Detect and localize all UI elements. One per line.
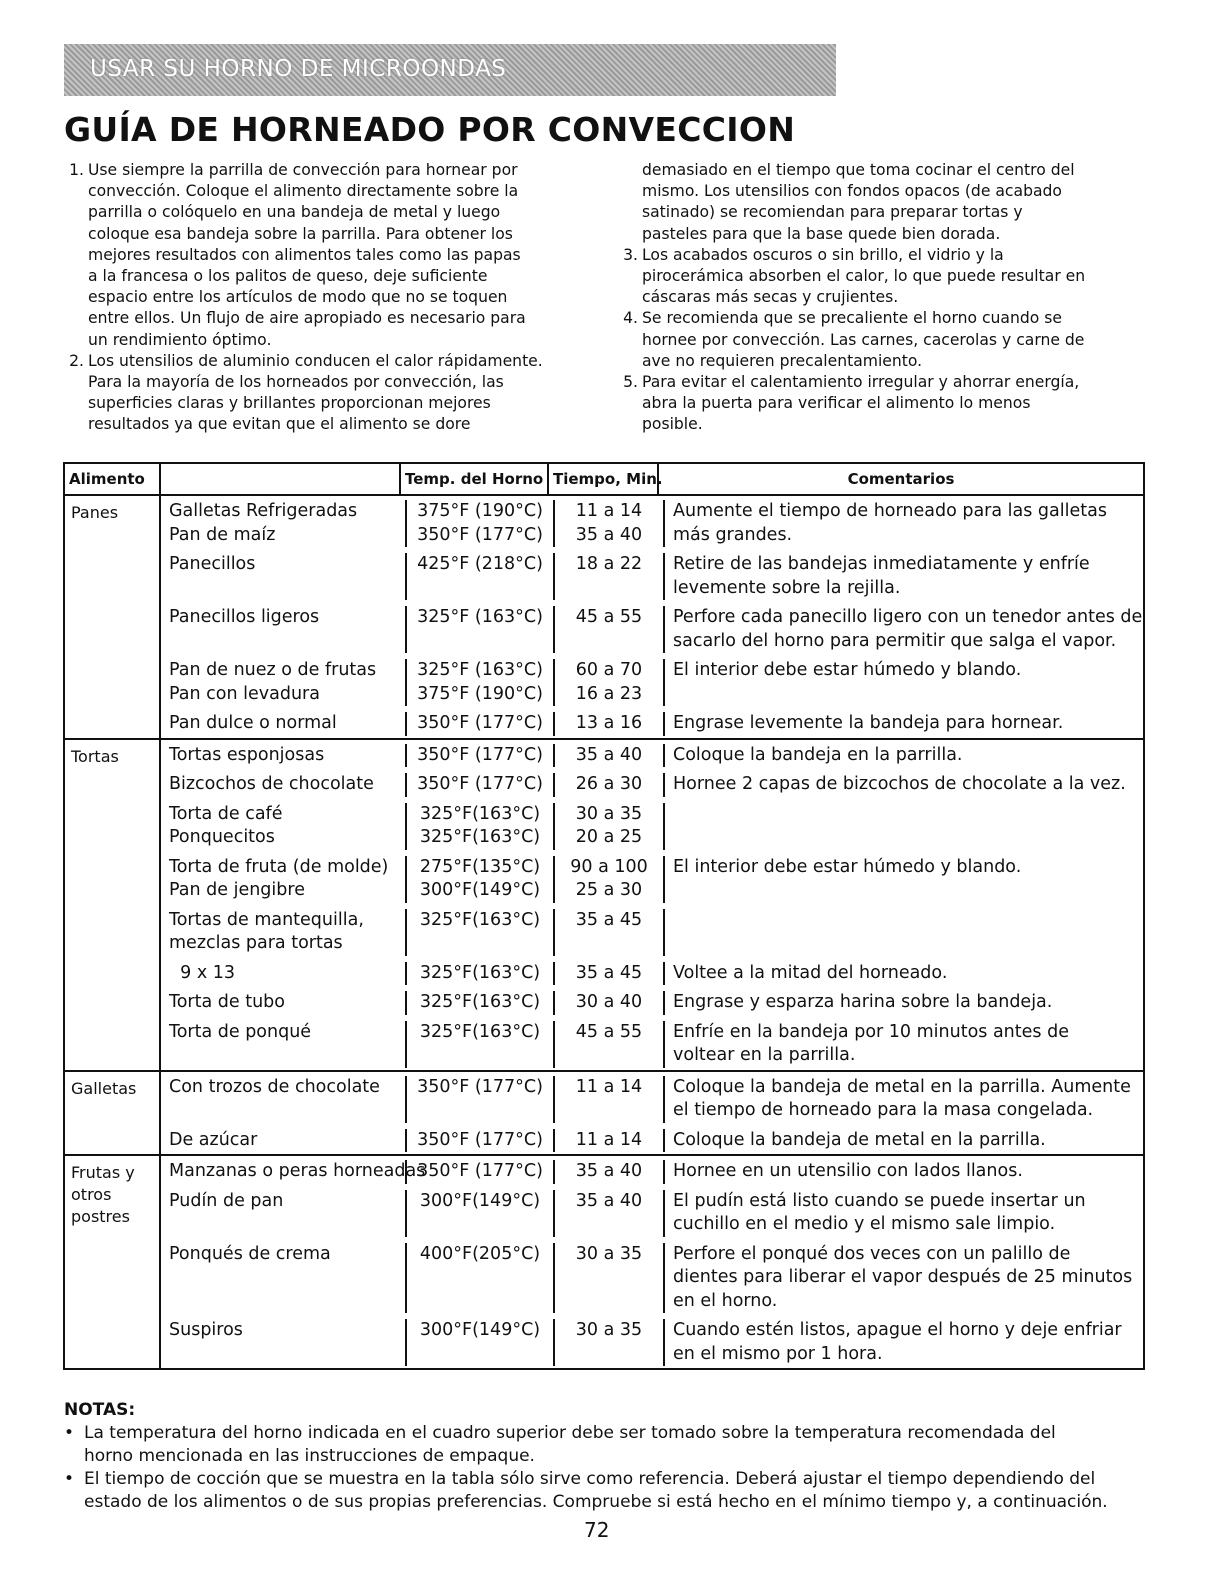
table-row xyxy=(161,1186,1143,1239)
category-cell: Galletas xyxy=(64,1071,160,1156)
food-name: De azúcar xyxy=(169,1129,258,1150)
food-cell xyxy=(161,773,407,797)
temp-value: 350°F (177°C) xyxy=(417,774,543,794)
time-cell xyxy=(555,803,665,850)
time-cell xyxy=(555,1160,665,1184)
food-name: Pudín de pan xyxy=(169,1190,284,1211)
baking-guide-table-wrapper xyxy=(63,462,1145,1392)
time-value: 20 a 25 xyxy=(575,827,643,847)
comment-line: Aumente el tiempo de horneado para las galletas xyxy=(673,501,1107,521)
food-name: Con trozos de chocolate xyxy=(169,1076,380,1097)
time-value: 11 a 14 xyxy=(575,501,643,521)
food-name: Torta de fruta (de molde) xyxy=(169,856,389,877)
comment-cell xyxy=(665,856,1143,903)
table-row xyxy=(161,1017,1143,1070)
comment-line: más grandes. xyxy=(673,524,793,545)
food-name: Pan con levadura xyxy=(169,683,320,704)
temp-cell xyxy=(407,991,555,1015)
temp-value: 350°F (177°C) xyxy=(417,1129,543,1150)
time-cell xyxy=(555,1243,665,1314)
temp-value: 325°F(163°C) xyxy=(419,803,541,824)
comment-cell xyxy=(665,1021,1143,1068)
bullet-icon: • xyxy=(64,1423,75,1443)
notes-list xyxy=(64,1422,1154,1514)
comment-cell xyxy=(665,1160,1143,1184)
note-text xyxy=(84,1422,1154,1468)
food-cell xyxy=(161,1160,426,1184)
intro-list-item xyxy=(618,245,1158,309)
comment-cell xyxy=(665,659,1143,706)
comment-line: Coloque la bandeja en la parrilla. xyxy=(673,744,963,765)
food-cell xyxy=(161,1243,407,1314)
table-row xyxy=(161,799,1143,852)
temp-value: 325°F(163°C) xyxy=(419,992,541,1012)
temp-value: 275°F(135°C) xyxy=(419,856,541,877)
food-cell xyxy=(161,1076,407,1123)
intro-line: Use siempre la parrilla de convección para hornear por xyxy=(88,161,518,179)
intro-line: espacio entre los artículos de modo que no se toquen xyxy=(88,288,508,307)
time-cell xyxy=(555,773,665,797)
temp-value: 325°F(163°C) xyxy=(419,909,541,930)
comment-cell xyxy=(665,773,1143,797)
temp-cell xyxy=(407,712,555,736)
category-cell: Frutas y otros postres xyxy=(64,1155,160,1369)
comment-line: El interior debe estar húmedo y blando. xyxy=(673,660,1022,680)
time-value: 18 a 22 xyxy=(575,554,643,574)
intro-line: superficies claras y brillantes proporcionan mejores xyxy=(88,394,491,413)
food-name: Pan de jengibre xyxy=(169,880,305,900)
time-cell xyxy=(555,606,665,653)
temp-cell xyxy=(407,773,555,797)
food-name: mezclas para tortas xyxy=(169,933,343,953)
time-cell xyxy=(555,1190,665,1237)
temp-value: 350°F (177°C) xyxy=(417,744,543,765)
note-line: estado de los alimentos o de sus propias preferencias. Compruebe si está hecho en el mínimo tiempo y, a continuación. xyxy=(84,1492,1108,1512)
intro-item-number xyxy=(618,160,642,245)
intro-line: a la francesa o los palitos de queso, deje suficiente xyxy=(88,267,488,286)
time-value: 35 a 40 xyxy=(575,1190,643,1211)
comment-line: Hornee 2 capas de bizcochos de chocolate a la vez. xyxy=(673,774,1126,794)
food-cell xyxy=(161,744,407,768)
temp-cell xyxy=(407,659,555,706)
table-group-row xyxy=(64,495,1144,739)
time-value: 60 a 70 xyxy=(575,660,643,680)
intro-line: mejores resultados con alimentos tales como las papas xyxy=(88,245,521,264)
section-banner-text: USAR SU HORNO DE MICROONDAS xyxy=(90,56,507,82)
time-cell xyxy=(555,962,665,986)
intro-line: Los acabados oscuros o sin brillo, el vidrio y la xyxy=(642,245,1004,264)
table-row xyxy=(161,958,1143,988)
intro-line: Los utensilios de aluminio conducen el calor rápidamente. xyxy=(88,351,543,370)
header-alimento: Alimento xyxy=(64,463,160,495)
table-row xyxy=(161,1072,1143,1125)
comment-cell xyxy=(665,744,1143,768)
time-value: 35 a 45 xyxy=(575,962,643,983)
page-heading: GUÍA DE HORNEADO POR CONVECCION xyxy=(64,110,796,149)
temp-value: 300°F(149°C) xyxy=(419,1190,541,1211)
intro-item-number: 4. xyxy=(623,309,638,328)
group-rows-cell xyxy=(160,1155,1144,1369)
intro-line: Se recomienda que se precaliente el horno cuando se xyxy=(642,309,1062,328)
time-cell xyxy=(555,712,665,736)
intro-line: pasteles para que la base quede bien dorada. xyxy=(642,224,1001,243)
temp-value: 350°F (177°C) xyxy=(417,1161,543,1181)
comment-cell xyxy=(665,712,1143,736)
page-number: 72 xyxy=(584,1518,610,1542)
table-row xyxy=(161,1156,1143,1186)
time-cell xyxy=(555,1129,665,1153)
temp-value: 325°F(163°C) xyxy=(419,827,541,847)
temp-cell xyxy=(407,1160,555,1184)
food-cell xyxy=(161,659,407,706)
temp-cell xyxy=(407,1319,555,1366)
intro-item-text xyxy=(642,160,1158,245)
comment-line: voltear en la parrilla. xyxy=(673,1045,856,1065)
header-temp: Temp. del Horno xyxy=(400,463,548,495)
bullet-icon: • xyxy=(64,1469,75,1489)
intro-left-column xyxy=(64,160,616,436)
comment-line: el tiempo de horneado para la masa congelada. xyxy=(673,1100,1094,1120)
intro-line: ave no requieren precalentamiento. xyxy=(642,351,923,370)
comment-cell xyxy=(665,606,1143,653)
temp-value: 325°F (163°C) xyxy=(417,607,543,627)
table-row xyxy=(161,1125,1143,1155)
comment-line: Hornee en un utensilio con lados llanos. xyxy=(673,1161,1023,1181)
intro-line: pirocerámica absorben el calor, lo que puede resultar en xyxy=(642,267,1086,286)
time-value: 35 a 40 xyxy=(575,744,643,765)
intro-list-item xyxy=(618,160,1158,245)
comment-line: Coloque la bandeja de metal en la parrilla. xyxy=(673,1129,1046,1150)
table-row xyxy=(161,987,1143,1017)
temp-value: 325°F(163°C) xyxy=(419,962,541,983)
time-cell xyxy=(555,659,665,706)
temp-cell xyxy=(407,803,555,850)
time-cell xyxy=(555,1076,665,1123)
intro-line: posible. xyxy=(642,415,703,434)
group-rows-cell xyxy=(160,1071,1144,1156)
food-cell xyxy=(161,1319,407,1366)
table-group-row xyxy=(64,739,1144,1071)
food-name: Pan de nuez o de frutas xyxy=(169,660,377,680)
note-line: horno mencionada en las instrucciones de empaque. xyxy=(84,1446,535,1466)
notes-title: NOTAS: xyxy=(64,1400,136,1420)
comment-line: Engrase levemente la bandeja para hornear. xyxy=(673,713,1064,733)
food-cell xyxy=(161,712,407,736)
note-item xyxy=(64,1468,1154,1514)
food-name: Tortas esponjosas xyxy=(169,744,325,765)
food-cell xyxy=(161,856,407,903)
note-line: El tiempo de cocción que se muestra en la tabla sólo sirve como referencia. Deberá ajustar el tiempo dependiendo del xyxy=(84,1469,1096,1489)
temp-value: 325°F(163°C) xyxy=(419,1021,541,1042)
intro-item-text xyxy=(642,308,1158,372)
table-row xyxy=(161,708,1143,738)
food-name: 9 x 13 xyxy=(169,962,236,983)
time-cell xyxy=(555,856,665,903)
table-row xyxy=(161,1239,1143,1316)
table-group-row xyxy=(64,1155,1144,1369)
table-row xyxy=(161,769,1143,799)
intro-line: Para evitar el calentamiento irregular y ahorrar energía, xyxy=(642,373,1080,392)
time-cell xyxy=(555,553,665,600)
comment-line: El pudín está listo cuando se puede insertar un xyxy=(673,1190,1086,1211)
time-value: 25 a 30 xyxy=(575,880,643,900)
intro-line: resultados ya que evitan que el alimento se dore xyxy=(88,415,471,434)
temp-cell xyxy=(407,1243,555,1314)
table-row xyxy=(161,905,1143,958)
time-cell xyxy=(555,744,665,768)
intro-line: convección. Coloque el alimento directamente sobre la xyxy=(88,182,519,201)
comment-line: Coloque la bandeja de metal en la parrilla. Aumente xyxy=(673,1076,1131,1097)
table-body xyxy=(64,495,1144,1369)
intro-line: abra la puerta para verificar el alimento lo menos xyxy=(642,394,1031,413)
intro-item-text xyxy=(642,245,1158,309)
intro-list-item xyxy=(618,372,1158,436)
intro-line: un rendimiento óptimo. xyxy=(88,330,272,349)
time-value: 35 a 40 xyxy=(575,1161,643,1181)
comment-cell xyxy=(665,553,1143,600)
intro-line: coloque esa bandeja sobre la parrilla. Para obtener los xyxy=(88,224,513,243)
comment-line: Voltee a la mitad del horneado. xyxy=(673,962,948,983)
group-rows-cell xyxy=(160,495,1144,739)
food-cell xyxy=(161,962,407,986)
intro-item-number: 1. xyxy=(69,161,84,179)
time-value: 35 a 45 xyxy=(575,909,643,930)
comment-cell xyxy=(665,909,1143,956)
time-value: 30 a 35 xyxy=(575,1243,643,1264)
food-name: Manzanas o peras horneadas xyxy=(169,1161,426,1181)
comment-cell xyxy=(665,962,1143,986)
table-header-row xyxy=(64,463,1144,495)
intro-line: parrilla o colóquelo en una bandeja de metal y luego xyxy=(88,203,501,222)
food-cell xyxy=(161,803,407,850)
temp-cell xyxy=(407,856,555,903)
table-row xyxy=(161,740,1143,770)
temp-cell xyxy=(407,909,555,956)
food-cell xyxy=(161,1129,407,1153)
comment-line: cuchillo en el medio y el mismo sale limpio. xyxy=(673,1214,1056,1234)
food-name: Tortas de mantequilla, xyxy=(169,909,364,930)
temp-value: 350°F (177°C) xyxy=(417,524,543,545)
food-name: Ponqués de crema xyxy=(169,1243,331,1264)
food-cell xyxy=(161,1021,407,1068)
intro-list-item xyxy=(64,160,616,351)
table-row xyxy=(161,549,1143,602)
comment-cell xyxy=(665,1319,1143,1366)
time-cell xyxy=(555,500,665,547)
food-name: Panecillos ligeros xyxy=(169,607,320,627)
temp-value: 350°F (177°C) xyxy=(417,713,543,733)
temp-cell xyxy=(407,744,555,768)
temp-value: 300°F(149°C) xyxy=(419,880,541,900)
table-row xyxy=(161,655,1143,708)
time-value: 11 a 14 xyxy=(575,1076,643,1097)
group-rows-cell xyxy=(160,739,1144,1071)
intro-line: entre ellos. Un flujo de aire apropiado es necesario para xyxy=(88,309,526,328)
category-cell: Tortas xyxy=(64,739,160,1071)
intro-item-number: 3. xyxy=(623,245,638,264)
intro-line: cáscaras más secas y crujientes. xyxy=(642,288,899,307)
intro-item-text xyxy=(88,351,616,436)
intro-list-item xyxy=(618,308,1158,372)
temp-cell xyxy=(407,606,555,653)
header-tiempo: Tiempo, Min. xyxy=(548,463,658,495)
food-name: Pan dulce o normal xyxy=(169,713,337,733)
note-line: La temperatura del horno indicada en el cuadro superior debe ser tomado sobre la temperatura recomendada del xyxy=(84,1423,1056,1443)
food-name: Bizcochos de chocolate xyxy=(169,774,374,794)
comment-line: Cuando estén listos, apague el horno y deje enfriar xyxy=(673,1320,1122,1340)
note-item xyxy=(64,1422,1154,1468)
table-row xyxy=(161,1315,1143,1368)
food-name: Suspiros xyxy=(169,1320,243,1340)
temp-value: 375°F (190°C) xyxy=(417,683,543,704)
comment-line: El interior debe estar húmedo y blando. xyxy=(673,856,1022,877)
temp-value: 300°F(149°C) xyxy=(419,1320,541,1340)
intro-item-number: 5. xyxy=(623,373,638,392)
comment-line: Perfore el ponqué dos veces con un palillo de xyxy=(673,1243,1071,1264)
comment-cell xyxy=(665,803,1143,850)
temp-cell xyxy=(407,962,555,986)
time-cell xyxy=(555,1021,665,1068)
time-value: 90 a 100 xyxy=(570,856,648,877)
time-cell xyxy=(555,1319,665,1366)
time-value: 30 a 40 xyxy=(575,992,643,1012)
comment-line: en el horno. xyxy=(673,1290,778,1311)
temp-cell xyxy=(407,1129,555,1153)
time-value: 35 a 40 xyxy=(575,524,643,545)
food-cell xyxy=(161,553,407,600)
food-cell xyxy=(161,909,407,956)
time-value: 13 a 16 xyxy=(575,713,643,733)
food-cell xyxy=(161,1190,407,1237)
time-cell xyxy=(555,909,665,956)
table-row xyxy=(161,602,1143,655)
food-name: Torta de tubo xyxy=(169,992,285,1012)
food-name: Panecillos xyxy=(169,554,256,574)
intro-line: hornee por convección. Las carnes, cacerolas y carne de xyxy=(642,330,1085,349)
comment-line: Perfore cada panecillo ligero con un tenedor antes de xyxy=(673,607,1143,627)
intro-line: demasiado en el tiempo que toma cocinar el centro del xyxy=(642,161,1075,179)
comment-cell xyxy=(665,500,1143,547)
header-comentarios: Comentarios xyxy=(658,463,1144,495)
table-row xyxy=(161,496,1143,549)
food-name: Torta de ponqué xyxy=(169,1021,312,1042)
comment-cell xyxy=(665,1076,1143,1123)
temp-value: 375°F (190°C) xyxy=(417,501,543,521)
temp-cell xyxy=(407,1190,555,1237)
note-text xyxy=(84,1468,1154,1514)
intro-item-text xyxy=(88,160,616,351)
time-value: 30 a 35 xyxy=(575,803,643,824)
intro-line: mismo. Los utensilios con fondos opacos (de acabado xyxy=(642,182,1062,201)
intro-list-item xyxy=(64,351,616,436)
baking-guide-table xyxy=(63,462,1145,1370)
time-value: 45 a 55 xyxy=(575,607,643,627)
comment-line: Enfríe en la bandeja por 10 minutos antes de xyxy=(673,1021,1069,1042)
comment-line: levemente sobre la rejilla. xyxy=(673,577,901,598)
comment-line: en el mismo por 1 hora. xyxy=(673,1343,883,1364)
intro-item-number: 2. xyxy=(69,351,84,370)
food-name: Ponquecitos xyxy=(169,827,275,847)
temp-cell xyxy=(407,1021,555,1068)
food-cell xyxy=(161,606,407,653)
category-cell: Panes xyxy=(64,495,160,739)
section-banner xyxy=(64,44,836,96)
food-name: Galletas Refrigeradas xyxy=(169,501,358,521)
time-value: 45 a 55 xyxy=(575,1021,643,1042)
comment-cell xyxy=(665,1243,1143,1314)
intro-right-column xyxy=(618,160,1158,436)
temp-value: 350°F (177°C) xyxy=(417,1076,543,1097)
temp-value: 400°F(205°C) xyxy=(419,1243,541,1264)
comment-cell xyxy=(665,1129,1143,1153)
comment-cell xyxy=(665,991,1143,1015)
temp-cell xyxy=(407,553,555,600)
food-name: Torta de café xyxy=(169,803,283,824)
comment-line: Engrase y esparza harina sobre la bandeja. xyxy=(673,992,1053,1012)
time-value: 11 a 14 xyxy=(575,1129,643,1150)
comment-line: dientes para liberar el vapor después de 25 minutos xyxy=(673,1267,1133,1287)
time-cell xyxy=(555,991,665,1015)
header-blank xyxy=(160,463,400,495)
comment-cell xyxy=(665,1190,1143,1237)
temp-value: 325°F (163°C) xyxy=(417,660,543,680)
food-cell xyxy=(161,500,407,547)
time-value: 26 a 30 xyxy=(575,774,643,794)
time-value: 30 a 35 xyxy=(575,1320,643,1340)
intro-line: Para la mayoría de los horneados por convección, las xyxy=(88,373,504,392)
food-cell xyxy=(161,991,407,1015)
comment-line: sacarlo del horno para permitir que salga el vapor. xyxy=(673,630,1117,651)
temp-value: 425°F (218°C) xyxy=(417,554,543,574)
table-group-row xyxy=(64,1071,1144,1156)
table-row xyxy=(161,852,1143,905)
temp-cell xyxy=(407,500,555,547)
time-value: 16 a 23 xyxy=(575,683,643,704)
comment-line: Retire de las bandejas inmediatamente y enfríe xyxy=(673,554,1090,574)
intro-item-text xyxy=(642,372,1158,436)
temp-cell xyxy=(407,1076,555,1123)
intro-line: satinado) se recomiendan para preparar tortas y xyxy=(642,203,1023,222)
food-name: Pan de maíz xyxy=(169,524,276,545)
